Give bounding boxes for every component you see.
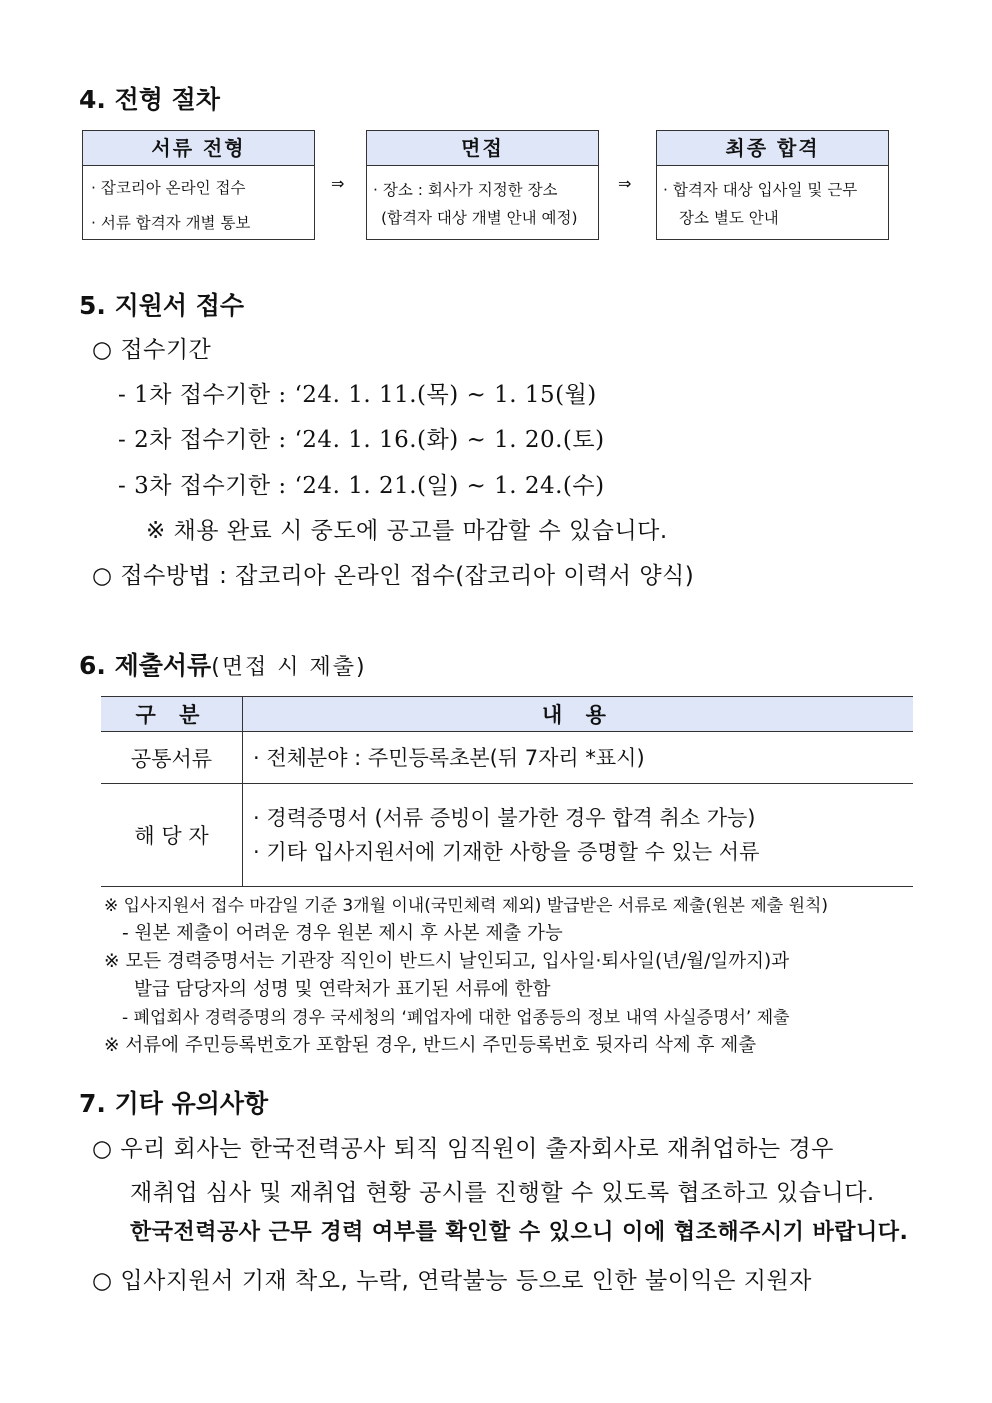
table-cell-content — [243, 784, 914, 887]
process-step-title: 최종 합격 — [657, 131, 888, 166]
table-header-row — [101, 697, 913, 732]
table-cell-item: · 기타 입사지원서에 기재한 사항을 증명할 수 있는 서류 — [253, 840, 760, 864]
process-step-interview — [366, 130, 599, 240]
process-step-title: 면접 — [367, 131, 598, 166]
application-method: ○ 접수방법 : 잡코리아 온라인 접수(잡코리아 이력서 양식) — [92, 563, 695, 589]
process-step-document-screening — [82, 130, 315, 240]
process-step-line: · 서류 합격자 개별 통보 — [91, 214, 251, 232]
notice-item-1: ○ 우리 회사는 한국전력공사 퇴직 임직원이 출자회사로 재취업하는 경우 — [92, 1136, 834, 1162]
document-note: 발급 담당자의 성명 및 연락처가 표기된 서류에 한함 — [134, 979, 551, 1000]
section4-title: 4. 전형 절차 — [79, 85, 220, 114]
process-step-line: · 장소 : 회사가 지정한 장소 — [373, 181, 558, 199]
table-cell-category: 해 당 자 — [101, 784, 243, 887]
document-note: - 폐업회사 경력증명의 경우 국세청의 ‘폐업자에 대한 업종등의 정보 내역 사실증명서’ 제출 — [122, 1008, 790, 1028]
document-note: ※ 입사지원서 접수 마감일 기준 3개월 이내(국민체력 제외) 발급받은 서류로 제출(원본 제출 원칙) — [104, 896, 829, 916]
application-period-2: - 2차 접수기한 : ‘24. 1. 16.(화) ~ 1. 20.(토) — [118, 427, 605, 453]
notice-item-1-line-2: 재취업 심사 및 재취업 현황 공시를 진행할 수 있도록 협조하고 있습니다. — [130, 1180, 875, 1206]
notice-item-1-emphasis: 한국전력공사 근무 경력 여부를 확인할 수 있으니 이에 협조해주시기 바랍니다. — [130, 1220, 909, 1245]
table-row — [101, 784, 913, 887]
application-period-3: - 3차 접수기한 : ‘24. 1. 21.(일) ~ 1. 24.(수) — [118, 473, 605, 499]
process-step-line: 장소 별도 안내 — [679, 209, 779, 227]
arrow-right-icon: ⇒ — [331, 174, 345, 193]
table-cell-content — [243, 732, 914, 784]
document-note: ※ 모든 경력증명서는 기관장 직인이 반드시 날인되고, 입사일·퇴사일(년/월/일까지)과 — [104, 951, 790, 972]
early-close-note: ※ 채용 완료 시 중도에 공고를 마감할 수 있습니다. — [146, 518, 668, 544]
table-cell-item: · 경력증명서 (서류 증빙이 불가한 경우 합격 취소 가능) — [253, 806, 756, 830]
process-step-line: · 합격자 대상 입사일 및 근무 — [663, 181, 858, 199]
section6-title-main: 6. 제출서류 — [79, 651, 212, 680]
application-period-1: - 1차 접수기한 : ‘24. 1. 11.(목) ~ 1. 15(월) — [118, 382, 597, 408]
table-header-category: 구 분 — [101, 697, 243, 732]
arrow-right-icon: ⇒ — [618, 174, 632, 193]
documents-table — [101, 696, 913, 887]
section6-title — [79, 646, 367, 682]
process-step-line: (합격자 대상 개별 안내 예정) — [381, 209, 578, 227]
table-row — [101, 732, 913, 784]
document-note: - 원본 제출이 어려운 경우 원본 제시 후 사본 제출 가능 — [122, 923, 563, 944]
application-period-label: ○ 접수기간 — [92, 337, 212, 363]
table-cell-category: 공통서류 — [101, 732, 243, 784]
process-step-line: · 잡코리아 온라인 접수 — [91, 179, 246, 197]
section6-title-suffix: (면접 시 제출) — [211, 655, 367, 680]
section7-title: 7. 기타 유의사항 — [79, 1089, 269, 1118]
table-header-content: 내 용 — [243, 697, 914, 732]
notice-item-2: ○ 입사지원서 기재 착오, 누락, 연락불능 등으로 인한 불이익은 지원자 — [92, 1268, 812, 1294]
section5-title: 5. 지원서 접수 — [79, 291, 245, 320]
table-cell-item: · 전체분야 : 주민등록초본(뒤 7자리 *표시) — [253, 745, 645, 770]
process-step-title: 서류 전형 — [83, 131, 314, 166]
process-step-final-pass — [656, 130, 889, 240]
document-note: ※ 서류에 주민등록번호가 포함된 경우, 반드시 주민등록번호 뒷자리 삭제 후 제출 — [104, 1035, 757, 1056]
